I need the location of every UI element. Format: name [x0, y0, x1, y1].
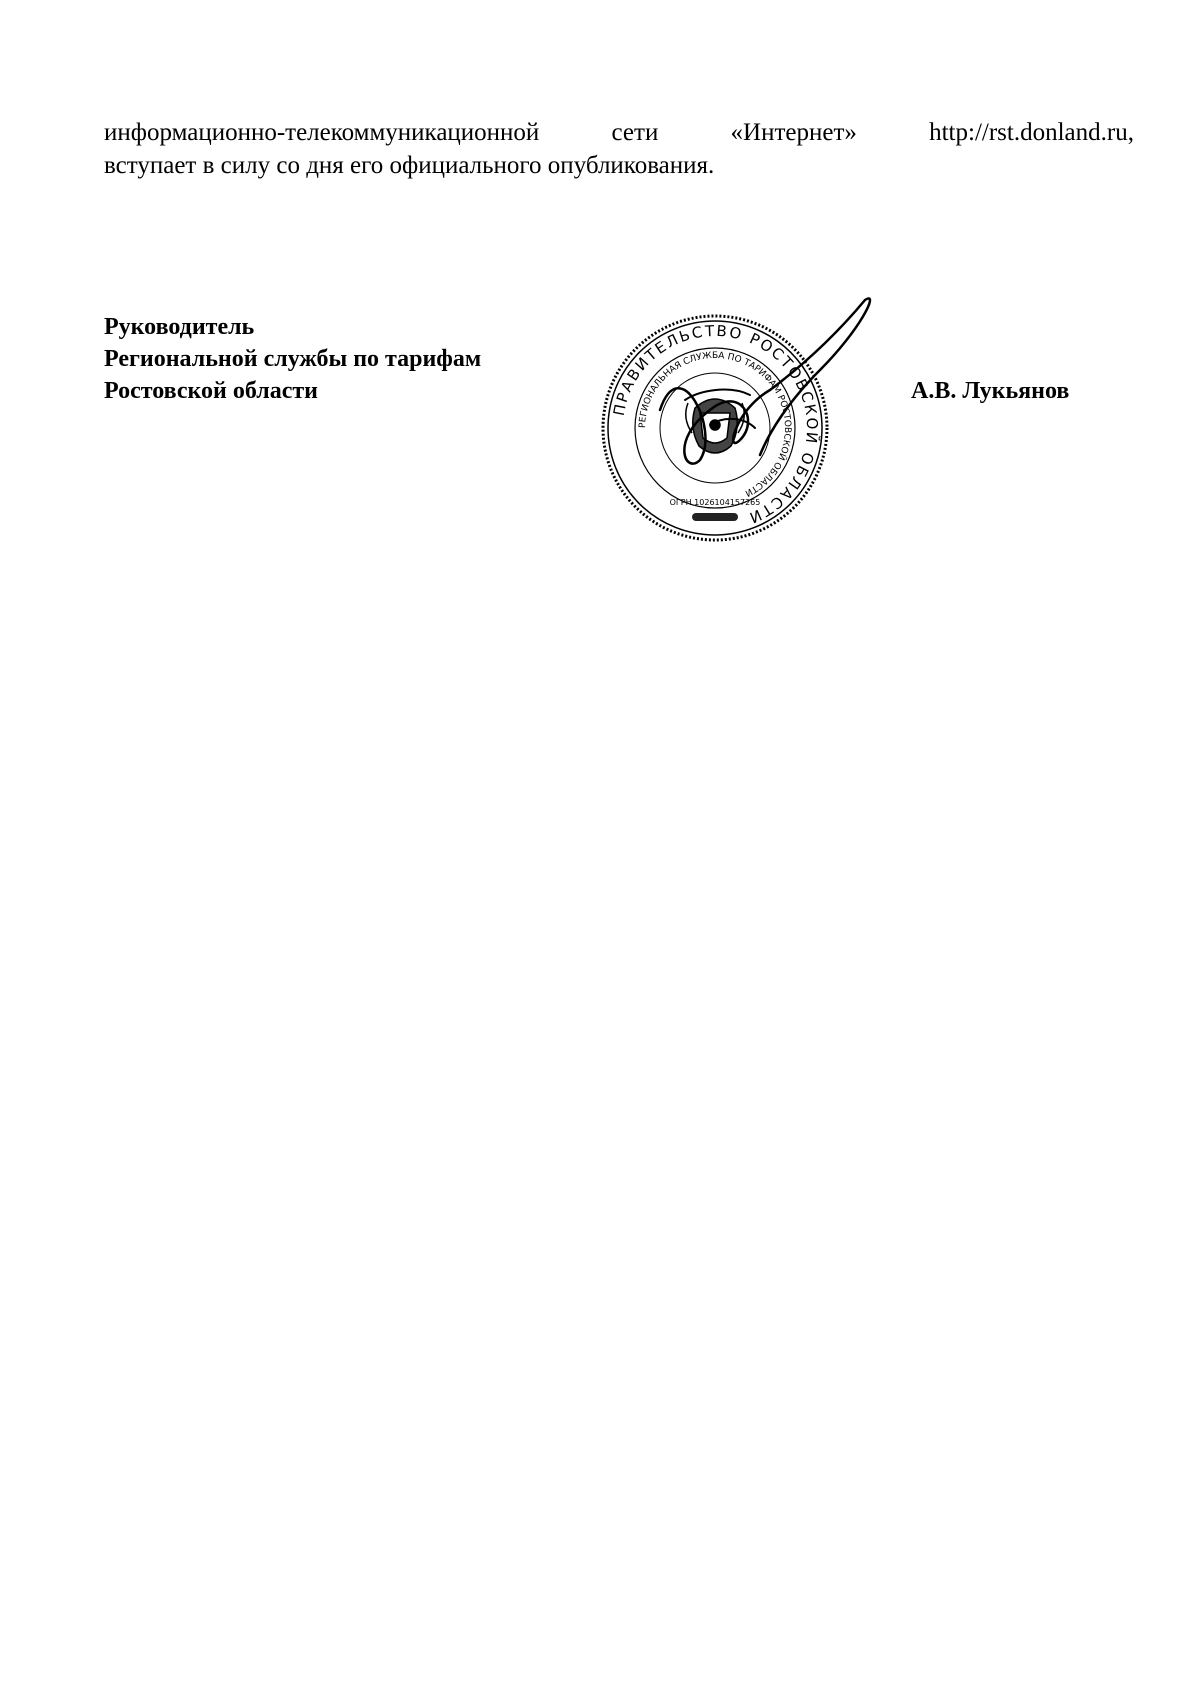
seal-ogrn-text: ОГРН 1026104157265 [669, 498, 761, 507]
signatory-title [104, 311, 481, 407]
signatory-title-line-1: Руководитель [104, 314, 255, 340]
signatory-name: А.В. Лукьянов [911, 378, 1070, 404]
word-info-network: информационно-телекоммуникационной [104, 119, 540, 146]
signatory-title-line-3: Ростовской области [104, 378, 318, 404]
paragraph-line-1 [104, 116, 1134, 149]
website-url: http://rst.donland.ru, [929, 119, 1134, 146]
seal-bottom-mark [692, 513, 738, 521]
word-internet: «Интернет» [730, 119, 857, 146]
word-network: сети [611, 119, 659, 146]
paragraph-line-2: вступает в силу со дня его официального опубликования. [104, 152, 715, 179]
handwritten-signature [640, 290, 880, 490]
signatory-title-line-2: Региональной службы по тарифам [104, 346, 482, 372]
seal-outer-text: ПРАВИТЕЛЬСТВО РОСТОВСКОЙ ОБЛАСТИ [609, 321, 822, 528]
body-paragraph [104, 116, 1134, 182]
seal-inner-text: РЕГИОНАЛЬНАЯ СЛУЖБА ПО ТАРИФАМ РОСТОВСКОЙ ОБЛАСТИ [637, 350, 793, 498]
